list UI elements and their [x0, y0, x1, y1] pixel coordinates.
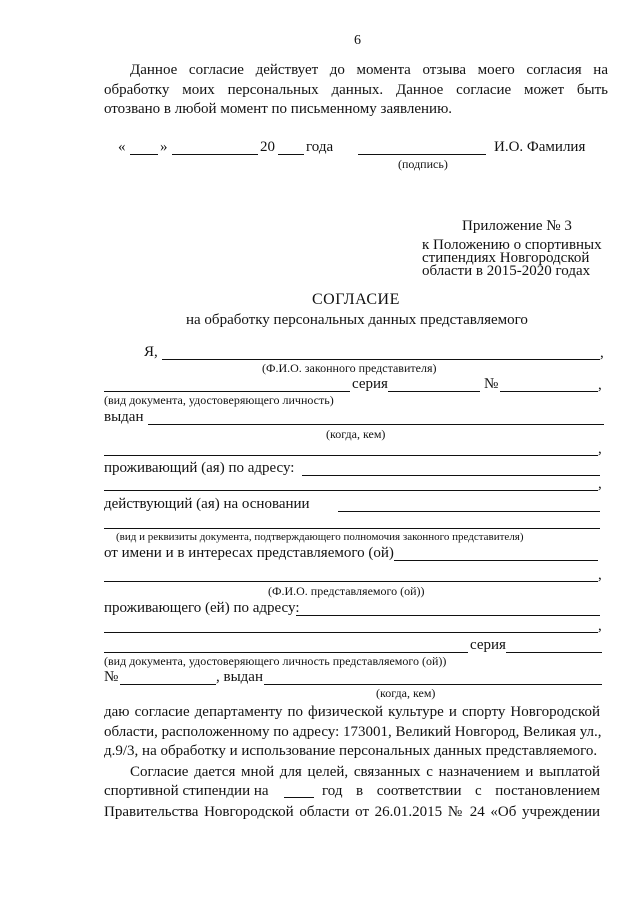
consent-p2-line-2b: год в соответствии с постановлением	[322, 783, 600, 799]
hint-doc: (вид документа, удостоверяющего личность)	[104, 393, 334, 407]
hint-basis: (вид и реквизиты документа, подтверждающего полномочия законного представителя)	[116, 531, 524, 543]
comma-4: ,	[598, 476, 602, 492]
month-blank[interactable]	[172, 154, 258, 155]
hint-doc2: (вид документа, удостоверяющего личность представляемого (ой))	[104, 654, 447, 668]
consent-p2-line-2a: спортивной стипендии на	[104, 783, 269, 799]
hint-when: (когда, кем)	[326, 427, 386, 441]
comma-1: ,	[600, 345, 604, 361]
signer-name: И.О. Фамилия	[494, 139, 586, 155]
signature-blank[interactable]	[358, 154, 486, 155]
address-field[interactable]	[302, 475, 600, 476]
day-blank[interactable]	[130, 154, 158, 155]
doc2-type-field[interactable]	[104, 652, 468, 653]
appendix-line-1: к Положению о спортивных	[422, 237, 602, 253]
hint-when2: (когда, кем)	[376, 686, 436, 700]
nomer-label: №	[484, 376, 499, 392]
consent-line-1: даю согласие департаменту по физической культуре и спорту Новгородской	[104, 704, 600, 720]
seria-field[interactable]	[388, 391, 480, 392]
interest-label: от имени и в интересах представляемого (ой)	[104, 545, 394, 561]
hint-fio-rep: (Ф.И.О. законного представителя)	[262, 361, 437, 375]
year-prefix: 20	[260, 139, 275, 155]
signature-caption: (подпись)	[398, 157, 448, 171]
vydan2-field[interactable]	[264, 684, 602, 685]
address2-field[interactable]	[296, 615, 600, 616]
comma-3: ,	[598, 441, 602, 457]
stipend-year-field[interactable]	[284, 797, 314, 798]
seria2-field[interactable]	[506, 652, 602, 653]
vydan-field[interactable]	[148, 424, 604, 425]
ya-label: Я,	[144, 344, 158, 360]
rep-fio-field[interactable]	[162, 359, 600, 360]
seria2-label: серия	[470, 637, 506, 653]
address2-field-2[interactable]	[104, 632, 598, 633]
comma-2: ,	[598, 377, 602, 393]
year-suffix: года	[306, 139, 334, 155]
represented-fio-field[interactable]	[104, 581, 598, 582]
hint-fio-repd: (Ф.И.О. представляемого (ой))	[268, 584, 425, 598]
address-field-2[interactable]	[104, 490, 598, 491]
appendix-title: Приложение № 3	[462, 218, 572, 234]
doc-title: СОГЛАСИЕ	[312, 291, 400, 308]
address-label: проживающий (ая) по адресу:	[104, 460, 295, 476]
address2-label: проживающего (ей) по адресу:	[104, 600, 300, 616]
vydan-label: выдан	[104, 409, 144, 425]
intro-line-2: обработку моих персональных данных. Данное согласие может быть	[104, 82, 608, 98]
nomer2-field[interactable]	[120, 684, 216, 685]
consent-line-2: области, расположенному по адресу: 173001, Великий Новгород, Великая ул.,	[104, 724, 602, 740]
year-blank[interactable]	[278, 154, 304, 155]
seria-label: серия	[352, 376, 388, 392]
interest-field[interactable]	[394, 560, 598, 561]
vydan2-label: , выдан	[216, 669, 263, 685]
consent-p2-line-3: Правительства Новгородской области от 26.01.2015 № 24 «Об учреждении	[104, 804, 600, 820]
consent-p2-line-1: Согласие дается мной для целей, связанных с назначением и выплатой	[130, 764, 600, 780]
nomer2-label: №	[104, 669, 119, 685]
doc-subtitle: на обработку персональных данных представляемого	[186, 312, 528, 328]
doc-type-field[interactable]	[104, 391, 350, 392]
intro-line-1: Данное согласие действует до момента отзыва моего согласия на	[130, 62, 608, 78]
appendix-line-2: стипендиях Новгородской	[422, 250, 590, 266]
basis-label: действующий (ая) на основании	[104, 496, 310, 512]
basis-field[interactable]	[338, 511, 600, 512]
basis-field-2[interactable]	[104, 528, 600, 529]
appendix-line-3: области в 2015-2020 годах	[422, 263, 591, 279]
consent-line-3: д.9/3, на обработку и использование персональных данных представляемого.	[104, 743, 598, 759]
date-quote-open: «	[118, 139, 126, 155]
page-number: 6	[354, 33, 361, 48]
comma-6: ,	[598, 618, 602, 634]
vydan-field-2[interactable]	[104, 455, 598, 456]
date-quote-close: »	[160, 139, 168, 155]
nomer-field[interactable]	[500, 391, 598, 392]
intro-line-3: отозвано в любой момент по письменному заявлению.	[104, 101, 453, 117]
comma-5: ,	[598, 567, 602, 583]
